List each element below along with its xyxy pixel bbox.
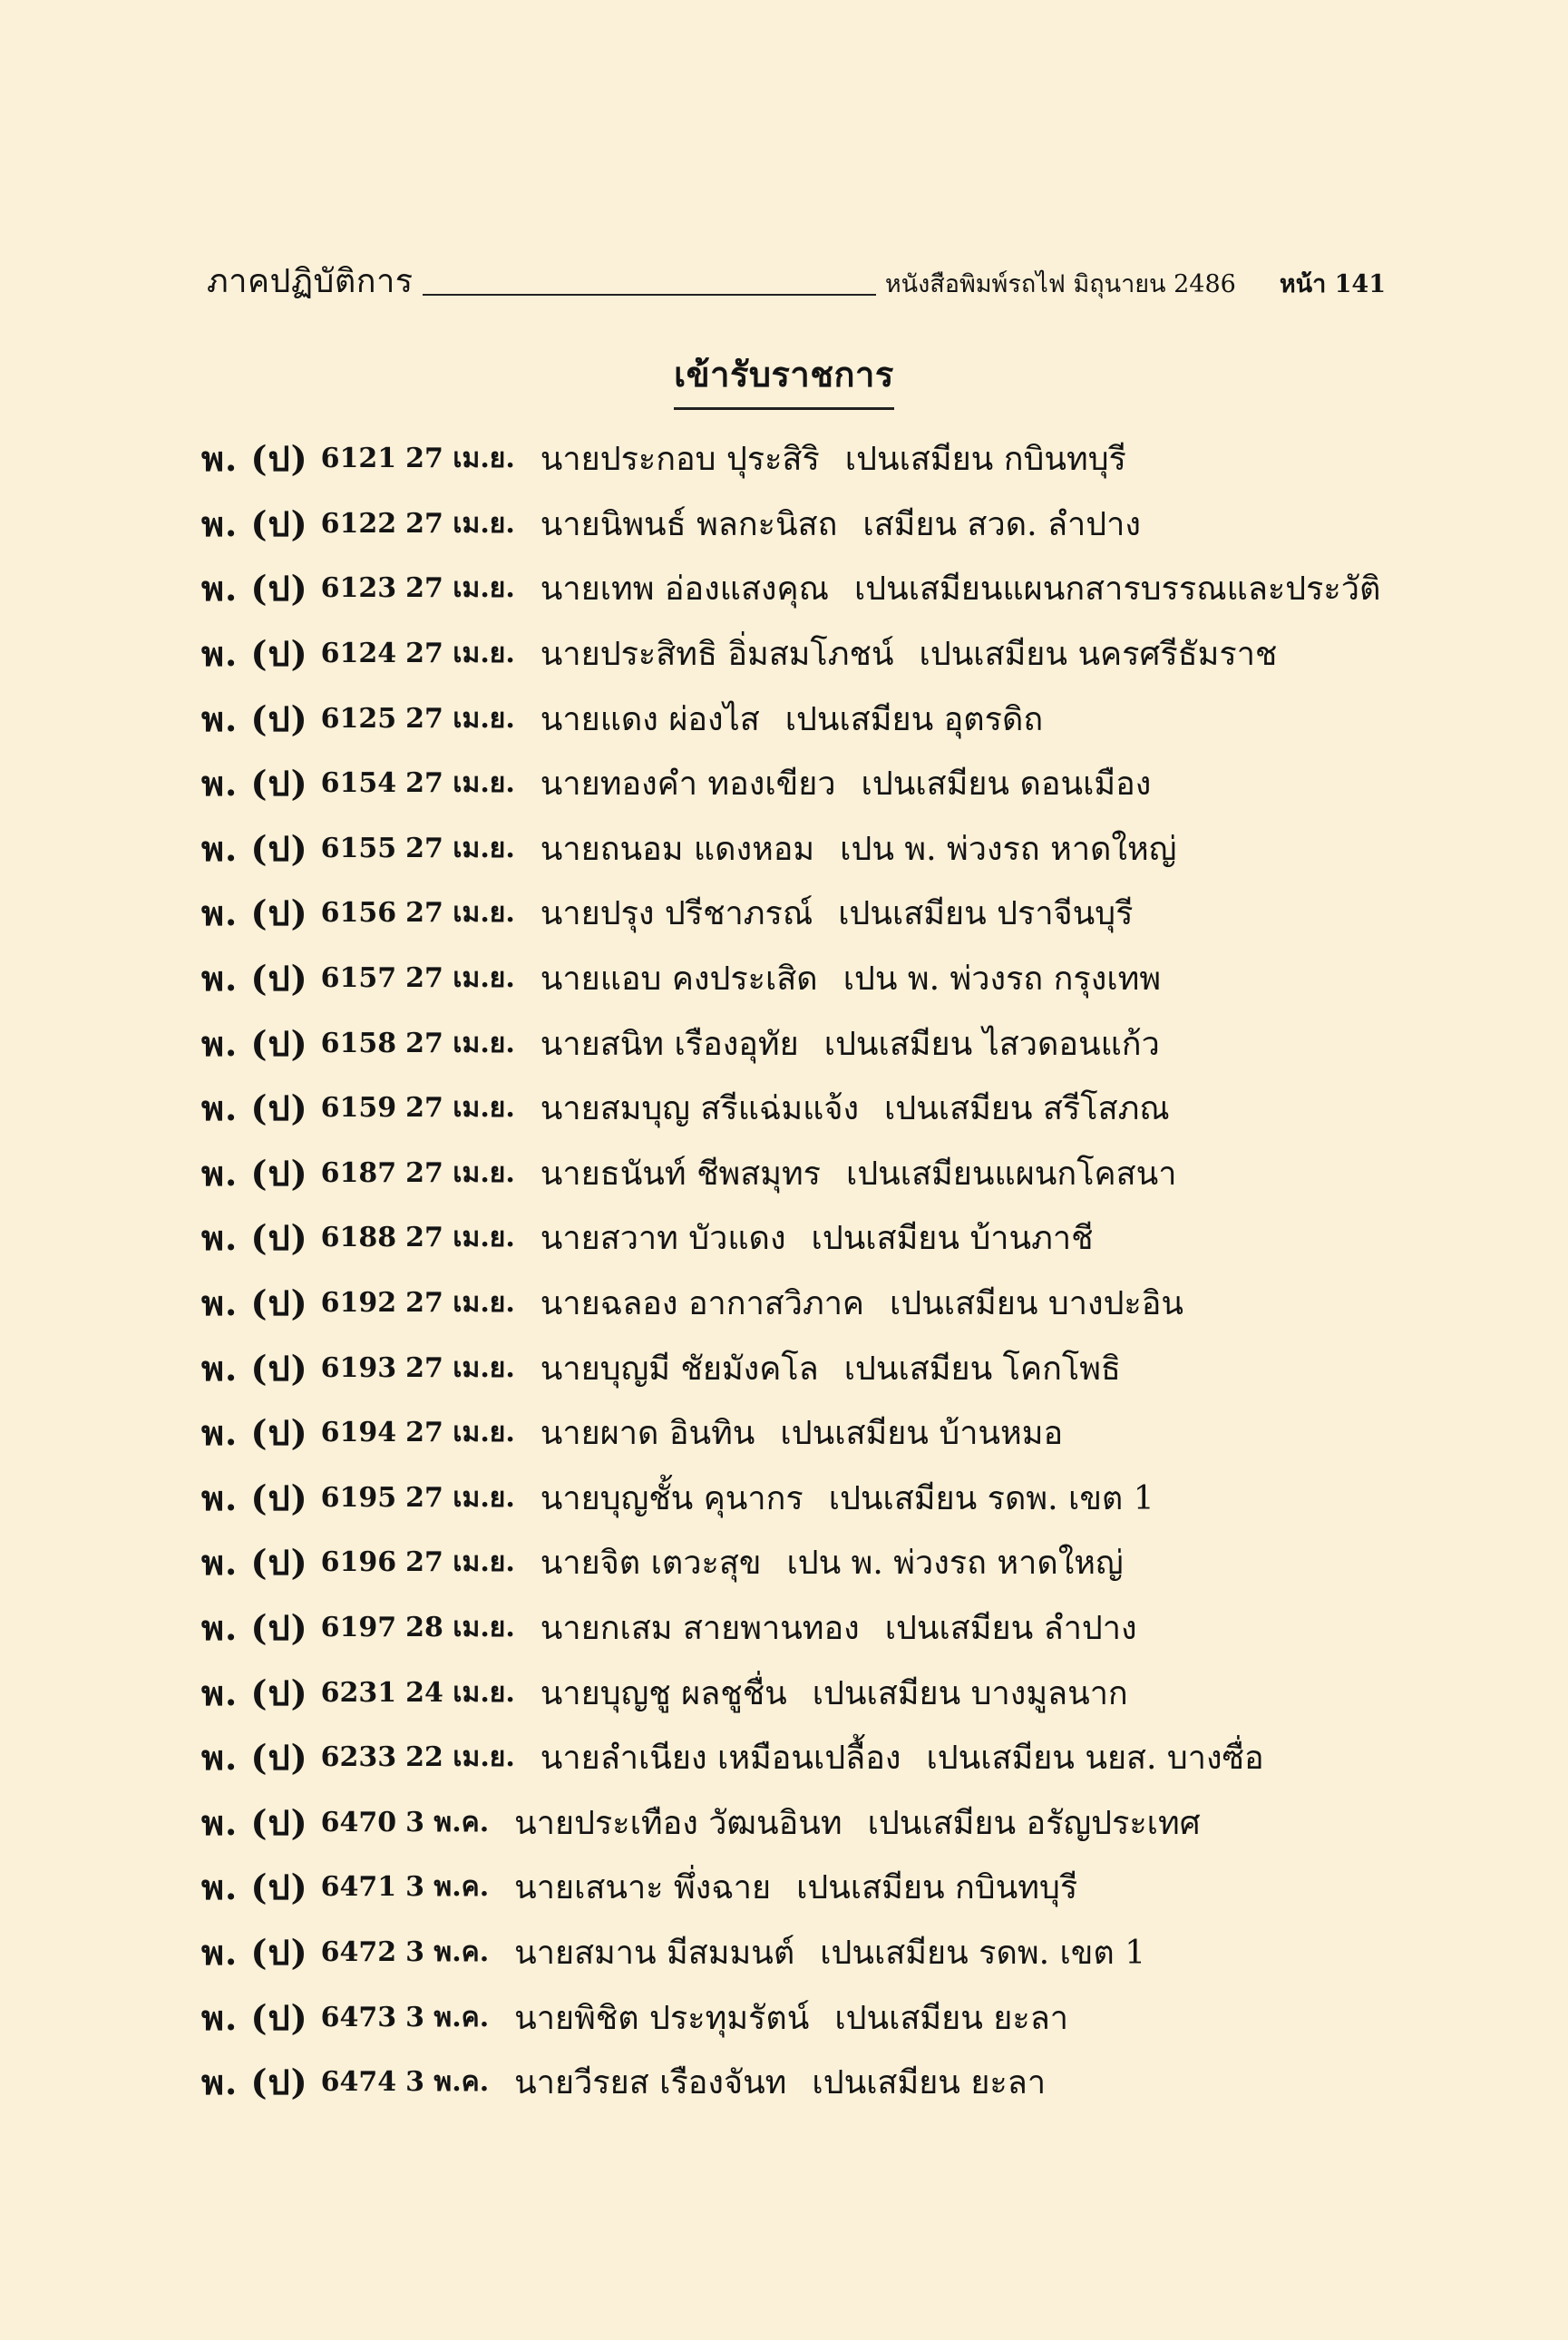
entry-position: เปนเสมียน รดพ. เขต 1 xyxy=(828,1479,1154,1517)
entry-number: 6122 xyxy=(320,507,397,540)
entry-number: 6158 xyxy=(320,1027,397,1059)
list-item xyxy=(201,881,1380,946)
entry-prefix: พ. (ป) xyxy=(201,958,308,999)
entry-prefix: พ. (ป) xyxy=(201,1606,308,1648)
entry-date: 27 เม.ย. xyxy=(405,1156,515,1189)
entry-position: เปน พ. พ่วงรถ หาดใหญ่ xyxy=(840,830,1177,868)
entry-prefix: พ. (ป) xyxy=(201,1217,308,1259)
entry-name: นายสมาน มีสมมนต์ xyxy=(514,1934,795,1972)
entry-prefix: พ. (ป) xyxy=(201,438,308,480)
entry-number: 6471 xyxy=(320,1871,397,1904)
section-heading xyxy=(0,346,1568,410)
entry-number: 6125 xyxy=(320,702,397,735)
entry-prefix: พ. (ป) xyxy=(201,1996,308,2038)
list-item xyxy=(201,1530,1380,1595)
entry-number: 6155 xyxy=(320,832,397,864)
entry-prefix: พ. (ป) xyxy=(201,502,308,544)
entry-name: นายนิพนธ์ พลกะนิสถ xyxy=(540,505,838,543)
entry-date: 27 เม.ย. xyxy=(405,507,515,540)
entry-position: เปน พ. พ่วงรถ หาดใหญ่ xyxy=(786,1545,1124,1583)
appointment-list xyxy=(201,426,1380,2114)
entry-date: 3 พ.ค. xyxy=(405,2001,490,2033)
entry-number: 6157 xyxy=(320,962,397,995)
entry-name: นายเทพ อ่องแสงคุณ xyxy=(540,570,829,609)
list-item xyxy=(201,1400,1380,1466)
entry-number: 6193 xyxy=(320,1351,397,1384)
entry-name: นายบุญชั้น คุนากร xyxy=(540,1479,803,1517)
entry-position: เปนเสมียนแผนกสารบรรณและประวัติ xyxy=(853,570,1381,609)
entry-name: นายประสิทธิ อิ่มสมโภชน์ xyxy=(540,636,894,674)
entry-number: 6233 xyxy=(320,1741,397,1774)
entry-position: เปนเสมียน ยะลา xyxy=(834,1999,1068,2037)
entry-prefix: พ. (ป) xyxy=(201,827,308,869)
entry-name: นายถนอม แดงหอม xyxy=(540,830,815,868)
entry-number: 6231 xyxy=(320,1676,397,1709)
list-item xyxy=(201,1335,1380,1400)
entry-number: 6195 xyxy=(320,1481,397,1514)
entry-number: 6156 xyxy=(320,897,397,930)
list-item xyxy=(201,492,1380,557)
entry-name: นายบุญมี ชัยมังคโล xyxy=(540,1350,819,1388)
running-header xyxy=(207,252,1386,307)
entry-name: นายฉลอง อากาสวิภาค xyxy=(540,1285,865,1323)
entry-position: เปนเสมียน ยะลา xyxy=(812,2064,1047,2102)
entry-number: 6187 xyxy=(320,1156,397,1189)
entry-date: 3 พ.ค. xyxy=(405,2066,490,2099)
entry-position: เปนเสมียน บ้านภาชี xyxy=(811,1220,1094,1258)
entry-date: 28 เม.ย. xyxy=(405,1611,515,1643)
entry-position: เปนเสมียน ดอนเมือง xyxy=(861,765,1152,804)
entry-position: เปนเสมียน อุตรดิถ xyxy=(784,700,1044,738)
entry-name: นายสวาท บัวแดง xyxy=(540,1220,786,1258)
list-item xyxy=(201,1660,1380,1725)
entry-prefix: พ. (ป) xyxy=(201,763,308,804)
entry-number: 6124 xyxy=(320,638,397,670)
entry-number: 6472 xyxy=(320,1935,397,1968)
entry-prefix: พ. (ป) xyxy=(201,1412,308,1454)
entry-position: เปนเสมียนแผนกโคสนา xyxy=(846,1155,1177,1193)
entry-position: เปนเสมียน นยส. บางซื่อ xyxy=(926,1740,1264,1778)
entry-prefix: พ. (ป) xyxy=(201,1477,308,1518)
list-item xyxy=(201,1855,1380,1920)
entry-position: เปนเสมียน อรัญประเทศ xyxy=(867,1804,1201,1842)
entry-name: นายพิชิต ประทุมรัตน์ xyxy=(514,1999,810,2037)
entry-position: เปนเสมียน โคกโพธิ xyxy=(843,1350,1121,1388)
list-item xyxy=(201,1205,1380,1271)
list-item xyxy=(201,1920,1380,1985)
entry-position: เปนเสมียน ไสวดอนแก้ว xyxy=(823,1025,1160,1063)
list-item xyxy=(201,621,1380,687)
entry-number: 6188 xyxy=(320,1222,397,1254)
entry-name: นายแอบ คงประเสิด xyxy=(540,960,818,999)
entry-number: 6470 xyxy=(320,1806,397,1838)
entry-position: เปนเสมียน บางปะอิน xyxy=(890,1285,1183,1323)
entry-date: 3 พ.ค. xyxy=(405,1806,490,1838)
entry-prefix: พ. (ป) xyxy=(201,1347,308,1389)
entry-prefix: พ. (ป) xyxy=(201,1022,308,1064)
entry-date: 27 เม.ย. xyxy=(405,572,515,605)
entry-name: นายลำเนียง เหมือนเปลื้อง xyxy=(540,1740,901,1778)
entry-position: เปนเสมียน บ้านหมอ xyxy=(780,1415,1064,1453)
entry-prefix: พ. (ป) xyxy=(201,1672,308,1713)
entry-position: เปนเสมียน กบินทบุรี xyxy=(796,1869,1078,1907)
list-item xyxy=(201,1141,1380,1206)
entry-prefix: พ. (ป) xyxy=(201,1152,308,1194)
entry-position: เปนเสมียน สรีโสภณ xyxy=(884,1090,1170,1128)
entry-name: นายวีรยส เรืองจันท xyxy=(514,2064,787,2102)
entry-prefix: พ. (ป) xyxy=(201,1801,308,1843)
entry-name: นายทองคำ ทองเขียว xyxy=(540,765,836,804)
entry-number: 6196 xyxy=(320,1546,397,1579)
entry-position: เสมียน สวด. ลำปาง xyxy=(862,505,1141,543)
entry-date: 27 เม.ย. xyxy=(405,1092,515,1125)
entry-name: นายประเทือง วัฒนอินท xyxy=(514,1804,842,1842)
entry-name: นายแดง ผ่องไส xyxy=(540,700,760,738)
entry-prefix: พ. (ป) xyxy=(201,568,308,609)
entry-name: นายเสนาะ พึ่งฉาย xyxy=(514,1869,772,1907)
entry-date: 27 เม.ย. xyxy=(405,962,515,995)
entry-number: 6121 xyxy=(320,443,397,475)
list-item xyxy=(201,751,1380,816)
entry-prefix: พ. (ป) xyxy=(201,1867,308,1908)
entry-name: นายบุญชู ผลชูชื่น xyxy=(540,1674,787,1712)
entry-date: 27 เม.ย. xyxy=(405,702,515,735)
entry-name: นายกเสม สายพานทอง xyxy=(540,1609,860,1647)
list-item xyxy=(201,426,1380,492)
entry-position: เปนเสมียน รดพ. เขต 1 xyxy=(820,1934,1146,1972)
entry-number: 6194 xyxy=(320,1417,397,1449)
entry-prefix: พ. (ป) xyxy=(201,2062,308,2103)
list-item xyxy=(201,1984,1380,2050)
entry-number: 6192 xyxy=(320,1287,397,1320)
section-title: ภาคปฏิบัติการ xyxy=(207,263,414,300)
entry-prefix: พ. (ป) xyxy=(201,892,308,934)
entry-number: 6197 xyxy=(320,1611,397,1643)
entry-date: 27 เม.ย. xyxy=(405,1287,515,1320)
entry-name: นายสนิท เรืองอุทัย xyxy=(540,1025,799,1063)
entry-name: นายสมบุญ สรีแฉ่มแจ้ง xyxy=(540,1090,860,1128)
list-item xyxy=(201,1466,1380,1531)
entry-position: เปน พ. พ่วงรถ กรุงเทพ xyxy=(842,960,1162,999)
entry-prefix: พ. (ป) xyxy=(201,633,308,675)
entry-number: 6473 xyxy=(320,2001,397,2033)
entry-name: นายผาด อินทิน xyxy=(540,1415,755,1453)
heading-text: เข้ารับราชการ xyxy=(674,346,894,410)
entry-date: 27 เม.ย. xyxy=(405,1027,515,1059)
entry-position: เปนเสมียน บางมูลนาก xyxy=(812,1674,1128,1712)
list-item xyxy=(201,1789,1380,1855)
entry-date: 27 เม.ย. xyxy=(405,1222,515,1254)
entry-number: 6123 xyxy=(320,572,397,605)
entry-prefix: พ. (ป) xyxy=(201,1931,308,1973)
entry-prefix: พ. (ป) xyxy=(201,1737,308,1779)
entry-name: นายประกอบ ปุระสิริ xyxy=(540,441,820,479)
entry-date: 3 พ.ค. xyxy=(405,1935,490,1968)
entry-date: 3 พ.ค. xyxy=(405,1871,490,1904)
entry-date: 27 เม.ย. xyxy=(405,1546,515,1579)
entry-date: 27 เม.ย. xyxy=(405,1351,515,1384)
entry-position: เปนเสมียน นครศรีธัมราช xyxy=(919,636,1278,674)
entry-prefix: พ. (ป) xyxy=(201,1087,308,1129)
entry-date: 27 เม.ย. xyxy=(405,638,515,670)
list-item xyxy=(201,686,1380,751)
entry-prefix: พ. (ป) xyxy=(201,1282,308,1324)
list-item xyxy=(201,946,1380,1011)
entry-date: 27 เม.ย. xyxy=(405,1417,515,1449)
publication-name-date: หนังสือพิมพ์รถไฟ มิถุนายน 2486 xyxy=(884,270,1236,298)
entry-position: เปนเสมียน ลำปาง xyxy=(884,1609,1137,1647)
list-item xyxy=(201,1271,1380,1336)
list-item xyxy=(201,816,1380,882)
entry-name: นายปรุง ปรีชาภรณ์ xyxy=(540,895,813,933)
list-item xyxy=(201,1725,1380,1790)
entry-date: 24 เม.ย. xyxy=(405,1676,515,1709)
entry-date: 27 เม.ย. xyxy=(405,1481,515,1514)
list-item xyxy=(201,556,1380,621)
entry-number: 6159 xyxy=(320,1092,397,1125)
entry-prefix: พ. (ป) xyxy=(201,1542,308,1584)
list-item xyxy=(201,1010,1380,1076)
entry-date: 27 เม.ย. xyxy=(405,832,515,864)
list-item xyxy=(201,1595,1380,1661)
list-item xyxy=(201,1076,1380,1141)
entry-date: 27 เม.ย. xyxy=(405,443,515,475)
entry-number: 6474 xyxy=(320,2066,397,2099)
entry-name: นายธนันท์ ชีพสมุทร xyxy=(540,1155,822,1193)
list-item xyxy=(201,2050,1380,2115)
entry-position: เปนเสมียน กบินทบุรี xyxy=(844,441,1126,479)
entry-position: เปนเสมียน ปราจีนบุรี xyxy=(838,895,1134,933)
entry-number: 6154 xyxy=(320,767,397,800)
entry-date: 27 เม.ย. xyxy=(405,767,515,800)
header-rule xyxy=(423,293,876,296)
entry-date: 22 เม.ย. xyxy=(405,1741,515,1774)
page-number: หน้า 141 xyxy=(1279,270,1386,298)
entry-prefix: พ. (ป) xyxy=(201,697,308,739)
entry-date: 27 เม.ย. xyxy=(405,897,515,930)
entry-name: นายจิต เตวะสุข xyxy=(540,1545,762,1583)
